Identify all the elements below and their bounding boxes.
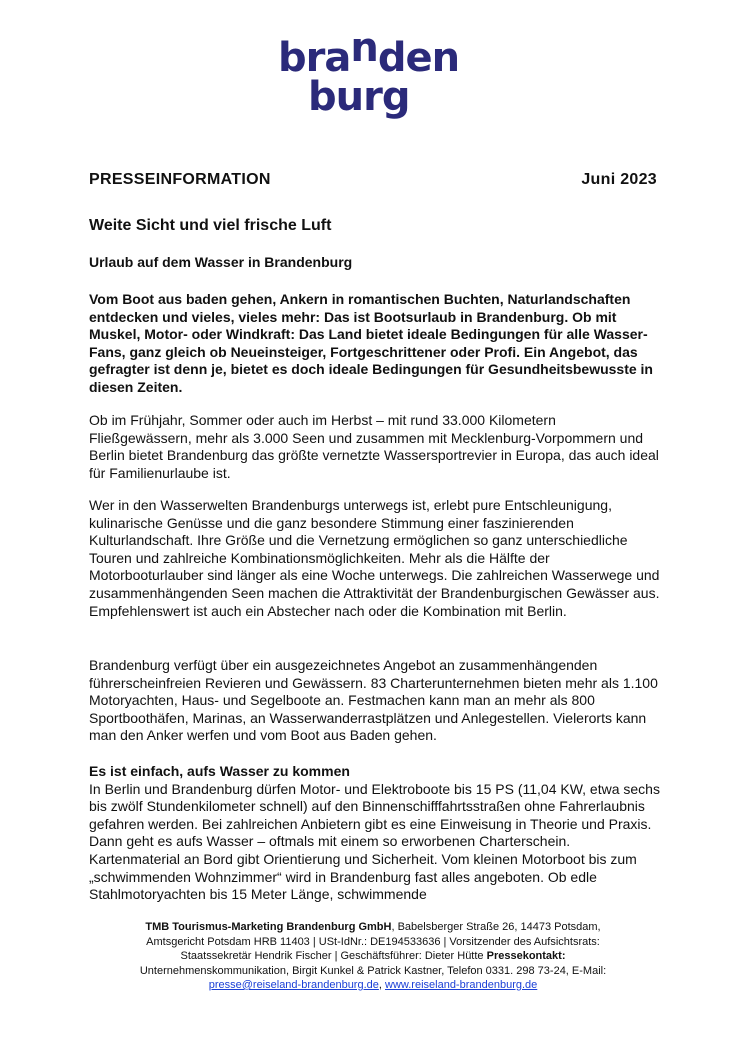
brandenburg-logo xyxy=(278,25,478,120)
body-paragraph-3: Brandenburg verfügt über ein ausgezeichnetes Angebot an zusammenhängenden führerscheinfreien Revieren und Gewässern. 83 Charterunternehmen bieten mehr als 1.100 Motoryachten, Haus- und Segelboote an. Festmachen kann man an mehr als 800 Sportboothäfen, Marinas, an Wasserwanderrastplätzen und Anlegestellen. Vielerorts kann man den Anker werfen und vom Boot aus Baden gehen. xyxy=(89,657,658,744)
logo-line-2: burg xyxy=(308,74,410,120)
footer-contact-label: Pressekontakt: xyxy=(486,950,566,962)
section-heading: Es ist einfach, aufs Wasser zu kommen xyxy=(89,763,350,779)
document-type-label: PRESSEINFORMATION xyxy=(89,171,271,188)
footer-registry: Amtsgericht Potsdam HRB 11403 | USt-IdNr.: DE194533636 | Vorsitzender des Aufsichtsrats: xyxy=(146,935,600,948)
logo-part: bra xyxy=(278,35,351,81)
section-block xyxy=(89,763,661,904)
footer-separator: , xyxy=(378,979,386,991)
logo-line-1 xyxy=(278,25,478,81)
article-subtitle: Urlaub auf dem Wasser in Brandenburg xyxy=(89,254,353,270)
body-paragraph-1: Ob im Frühjahr, Sommer oder auch im Herbst – mit rund 33.000 Kilometern Fließgewässern, mehr als 3.000 Seen und zusammen mit Mecklenburg-Vorpommern und Berlin bietet Brandenburg das größte vernetzte Wassersportrevier in Europa, das auch ideal für Familienurlaube ist. xyxy=(89,412,659,481)
document-date: Juni 2023 xyxy=(581,171,657,188)
article-title: Weite Sicht und viel frische Luft xyxy=(89,217,332,234)
logo-part-raised: n xyxy=(350,25,378,71)
page-footer xyxy=(89,920,657,993)
logo-part: den xyxy=(377,35,460,81)
footer-company: TMB Tourismus-Marketing Brandenburg GmbH xyxy=(145,921,392,933)
footer-website-link[interactable]: www.reiseland-brandenburg.de xyxy=(385,979,538,991)
footer-address: , Babelsberger Straße 26, 14473 Potsdam, xyxy=(391,921,601,933)
document-header xyxy=(89,171,657,189)
footer-email-link[interactable]: presse@reiseland-brandenburg.de xyxy=(208,979,379,991)
lead-paragraph: Vom Boot aus baden gehen, Ankern in romantischen Buchten, Naturlandschaften entdecken und vieles, vieles mehr: Das ist Bootsurlaub in Brandenburg. Ob mit Muskel, Motor- oder Windkraft: Das Land bietet ideale Bedingungen für alle Wasser-Fans, ganz gleich ob Neueinsteiger, Fortgeschrittener oder Profi. Ein Angebot, das gefragter ist denn je, bietet es doch ideale Bedingungen für Gesundheitsbewusste in diesen Zeiten. xyxy=(89,291,653,395)
footer-contact: Unternehmenskommunikation, Birgit Kunkel & Patrick Kastner, Telefon 0331. 298 73-24, E-Mail: xyxy=(139,964,607,977)
body-paragraph-2: Wer in den Wasserwelten Brandenburgs unterwegs ist, erlebt pure Entschleunigung, kulinarische Genüsse und die ganz besondere Stimmung einer faszinierenden Kulturlandschaft. Ihre Größe und die Vernetzung ermöglichen so ganz unterschiedliche Touren und zahlreiche Kombinationsmöglichkeiten. Mehr als die Hälfte der Motorbooturlauber sind länger als eine Woche unterwegs. Die zahlreichen Wasserwege und zusammenhängenden Seen machen die Attraktivität der Brandenburgischen Gewässer aus. Empfehlenswert ist auch ein Abstecher nach oder die Kombination mit Berlin. xyxy=(89,497,660,619)
footer-management: Staatssekretär Hendrik Fischer | Geschäftsführer: Dieter Hütte xyxy=(180,950,487,962)
section-text: In Berlin und Brandenburg dürfen Motor- und Elektroboote bis 15 PS (11,04 KW, etwa sechs bis zwölf Stundenkilometer schnell) auf den Binnenschifffahrtsstraßen ohne Fahrerlaubnis gefahren werden. Bei zahlreichen Anbietern gibt es eine Einweisung in Theorie und Praxis. Dann geht es aufs Wasser – oftmals mit einem so erworbenen Charterschein. Kartenmaterial an Bord gibt Orientierung und Sicherheit. Vom kleinen Motorboot bis zum „schwimmenden Wohnzimmer“ wird in Brandenburg fast alles angeboten. Ob edle Stahlmotoryachten bis 15 Meter Länge, schwimmende xyxy=(89,780,660,903)
